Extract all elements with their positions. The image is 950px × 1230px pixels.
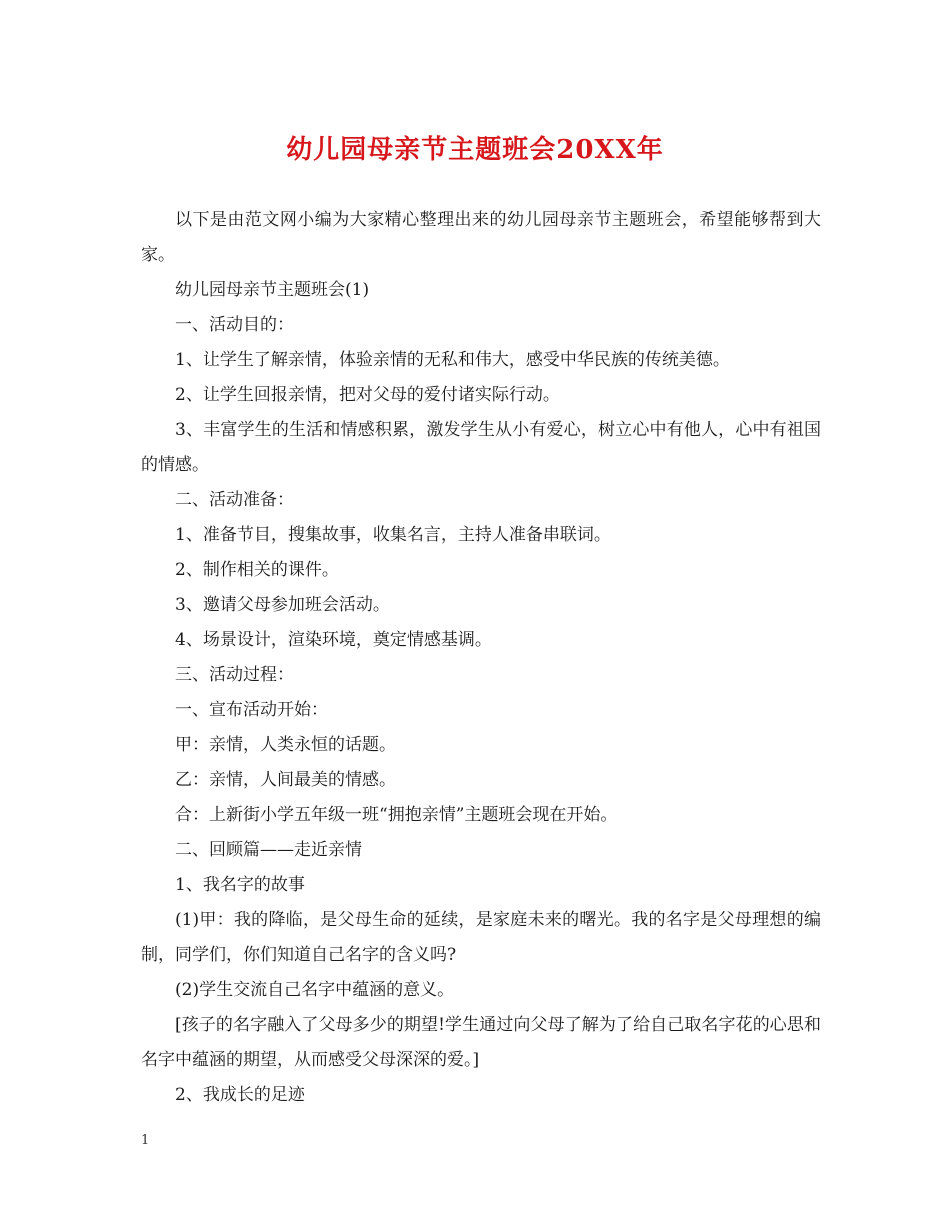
paragraph-review-heading: 二、回顾篇——走近亲情	[175, 840, 362, 860]
paragraph-host-b: 乙：亲情，人间最美的情感。	[175, 770, 396, 790]
paragraph-goal-3: 3、丰富学生的生活和情感积累，激发学生从小有爱心，树立心中有他人，心中有祖国的情感。	[141, 420, 821, 475]
paragraph-prep-heading: 二、活动准备：	[175, 490, 294, 510]
paragraph-start-heading: 一、宣布活动开始：	[175, 700, 328, 720]
paragraph-name-story-note: [孩子的名字融入了父母多少的期望!学生通过向父母了解为了给自己取名字花的心思和名字中蕴涵的期望，从而感受父母深深的爱。]	[141, 1015, 821, 1070]
paragraph-intro: 以下是由范文网小编为大家精心整理出来的幼儿园母亲节主题班会，希望能够帮到大家。	[141, 210, 821, 265]
paragraph-goal-1: 1、让学生了解亲情，体验亲情的无私和伟大，感受中华民族的传统美德。	[175, 350, 730, 370]
paragraph-prep-1: 1、准备节目，搜集故事，收集名言，主持人准备串联词。	[175, 525, 611, 545]
paragraph-name-story-2: (2)学生交流自己名字中蕴涵的意义。	[175, 980, 455, 1000]
document-title: 幼儿园母亲节主题班会20XX年	[286, 135, 664, 165]
paragraph-growth-footprints: 2、我成长的足迹	[175, 1085, 305, 1105]
paragraph-goal-2: 2、让学生回报亲情，把对父母的爱付诸实际行动。	[175, 385, 560, 405]
paragraph-prep-3: 3、邀请父母参加班会活动。	[175, 595, 390, 615]
paragraph-prep-2: 2、制作相关的课件。	[175, 560, 339, 580]
document-body	[141, 203, 821, 1113]
page-number: 1	[141, 1133, 150, 1148]
paragraph-host-a: 甲：亲情，人类永恒的话题。	[175, 735, 396, 755]
paragraph-host-together: 合：上新街小学五年级一班“拥抱亲情”主题班会现在开始。	[175, 805, 618, 825]
paragraph-goal-heading: 一、活动目的：	[175, 315, 294, 335]
paragraph-section-heading: 幼儿园母亲节主题班会(1)	[175, 280, 370, 300]
paragraph-name-story: 1、我名字的故事	[175, 875, 305, 895]
paragraph-process-heading: 三、活动过程：	[175, 665, 294, 685]
paragraph-name-story-1: (1)甲：我的降临，是父母生命的延续，是家庭未来的曙光。我的名字是父母理想的编制，同学们，你们知道自己名字的含义吗?	[141, 910, 821, 965]
paragraph-prep-4: 4、场景设计，渲染环境，奠定情感基调。	[175, 630, 492, 650]
